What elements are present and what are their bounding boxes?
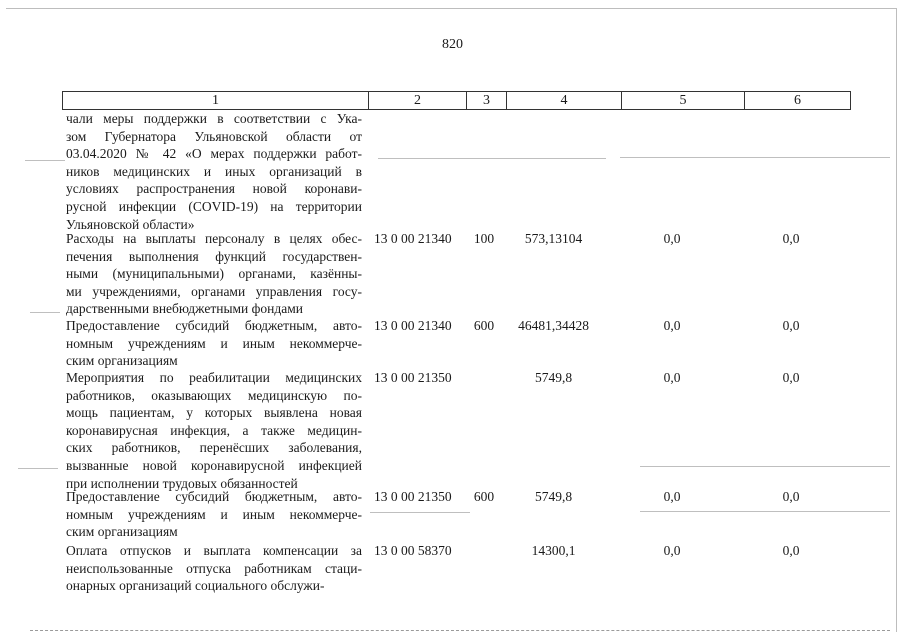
row-amount: 46481,34428: [518, 318, 589, 333]
row-type: 100: [473, 231, 495, 246]
description-line: Предоставление субсидий бюджетным, авто-: [66, 318, 362, 333]
description-line: работников, оказывающих медицинскую по-: [66, 387, 362, 403]
description-line: ским организациям: [66, 524, 178, 540]
description-line: номным учреждениям и иным некоммерче-: [66, 506, 362, 522]
row-type: 600: [473, 318, 495, 333]
description-line: онарных организаций социального обслужи-: [66, 578, 325, 594]
row-value-5: 0,0: [663, 318, 681, 333]
description-line: вызванные новой коронавирусной инфекцией: [66, 457, 362, 473]
scan-line: [378, 158, 606, 159]
description-line: чали меры поддержки в соответствии с Ука-: [66, 111, 362, 126]
description-line: Расходы на выплаты персоналу в целях обес-: [66, 231, 362, 246]
scan-line: [620, 157, 890, 158]
row-value-6: 0,0: [782, 543, 800, 558]
header-col-6: 6: [745, 92, 851, 110]
row-amount: 14300,1: [531, 543, 576, 558]
row-value-5: 0,0: [663, 543, 681, 558]
scan-line: [25, 160, 65, 161]
header-col-3: 3: [467, 92, 507, 110]
header-col-2: 2: [369, 92, 467, 110]
description-line: ными (муниципальными) органами, казённы-: [66, 266, 362, 282]
description-line: русной инфекции (COVID-19) на территории: [66, 198, 362, 214]
header-col-1: 1: [63, 92, 369, 110]
row-type: 600: [473, 489, 495, 504]
row-description: [66, 110, 362, 233]
description-line: мощь пациентам, у которых выявлена новая: [66, 405, 362, 421]
row-value-6: 0,0: [782, 231, 800, 246]
description-line: Предоставление субсидий бюджетным, авто-: [66, 489, 362, 504]
scan-line: [640, 511, 890, 512]
row-description: [66, 317, 362, 370]
description-line: зом Губернатора Ульяновской области от: [66, 128, 362, 144]
row-description: [66, 230, 362, 318]
header-col-4: 4: [507, 92, 622, 110]
description-line: ских работников, перенёсших заболевания,: [66, 440, 362, 456]
description-line: условиях распространения новой коронави-: [66, 181, 362, 197]
description-line: ми учреждениями, органами управления госу-: [66, 283, 362, 299]
description-line: неиспользованные отпуска работникам стаци-: [66, 560, 362, 576]
row-value-5: 0,0: [663, 231, 681, 246]
scan-line: [30, 312, 60, 313]
row-code: 13 0 00 21340: [374, 231, 452, 246]
description-line: Мероприятия по реабилитации медицинских: [66, 370, 362, 385]
description-line: номным учреждениям и иным некоммерче-: [66, 335, 362, 351]
row-value-5: 0,0: [663, 489, 681, 504]
page-number: 820: [442, 37, 463, 52]
table-header: [62, 91, 851, 110]
description-line: ским организациям: [66, 353, 178, 369]
row-amount: 573,13104: [524, 231, 583, 246]
description-line: при исполнении трудовых обязанностей: [66, 475, 298, 491]
row-code: 13 0 00 21350: [374, 370, 452, 385]
description-line: ников медицинских и иных организаций в: [66, 163, 362, 179]
row-value-5: 0,0: [663, 370, 681, 385]
description-line: печения выполнения функций государствен-: [66, 248, 362, 264]
description-line: дарственными внебюджетными фондами: [66, 301, 304, 317]
scan-line: [640, 466, 890, 467]
scan-line: [30, 630, 890, 631]
scan-line: [18, 468, 58, 469]
header-col-5: 5: [622, 92, 745, 110]
row-amount: 5749,8: [534, 489, 573, 504]
description-line: Оплата отпусков и выплата компенсации за: [66, 543, 362, 558]
row-amount: 5749,8: [534, 370, 573, 385]
row-description: [66, 542, 362, 595]
row-value-6: 0,0: [782, 489, 800, 504]
row-description: [66, 488, 362, 541]
row-value-6: 0,0: [782, 370, 800, 385]
row-value-6: 0,0: [782, 318, 800, 333]
description-line: 03.04.2020 № 42 «О мерах поддержки работ-: [66, 146, 362, 162]
description-line: Ульяновской области»: [66, 216, 195, 232]
row-code: 13 0 00 21340: [374, 318, 452, 333]
description-line: коронавирусная инфекция, а также медицин-: [66, 422, 362, 438]
row-description: [66, 369, 362, 492]
row-code: 13 0 00 21350: [374, 489, 452, 504]
row-code: 13 0 00 58370: [374, 543, 452, 558]
scan-line: [370, 512, 470, 513]
